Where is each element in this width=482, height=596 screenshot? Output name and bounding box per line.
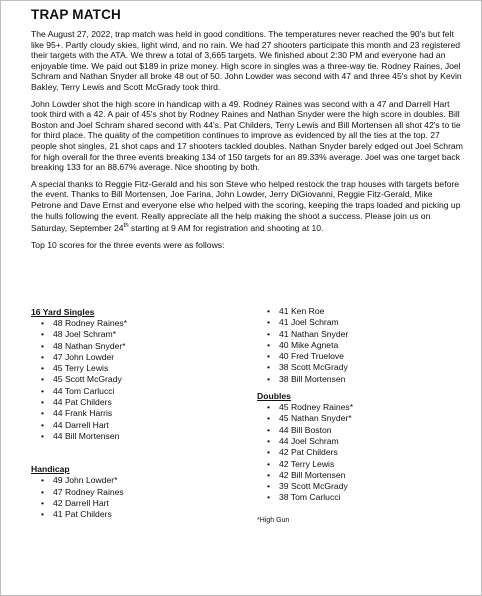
document-body <box>31 7 463 256</box>
handicap-list-continued <box>257 306 457 385</box>
list-item: • 38 Tom Carlucci <box>279 492 457 503</box>
singles-heading: 16 Yard Singles <box>31 307 95 317</box>
paragraph-summary: The August 27, 2022, trap match was held in good conditions. The temperatures never reached the 90's but felt like 95+. Partly cloudy skies, light wind, and no rain. We had 27 shooters participate this month and 23 registered their targets with the ATA. We threw a total of 3,665 targets. We finished about 2:30 PM and everyone had an enjoyable time. We paid out $189 in prize money. High score in singles was a three-way tie. Rodney Raines, Joel Schram and Nathan Snyder all broke 48 out of 50. John Lowder was second with 47 and three 45's shot by Kevin Bakley, Terry Lewis and Scott McGrady took third. <box>31 29 462 92</box>
handicap-list <box>31 475 241 520</box>
singles-list <box>31 318 241 442</box>
doubles-list <box>257 402 457 504</box>
list-item: • 45 Scott McGrady <box>53 374 241 385</box>
doubles-section <box>257 391 457 504</box>
list-item: • 42 Darrell Hart <box>53 498 241 509</box>
list-item: • 44 Pat Childers <box>53 397 241 408</box>
paragraph-top-scores-intro: Top 10 scores for the three events were as follows: <box>31 239 225 250</box>
paragraph-thanks <box>31 179 463 234</box>
list-item: • 44 Joel Schram <box>279 436 457 447</box>
list-item: • 39 Scott McGrady <box>279 481 457 492</box>
list-item: • 38 Bill Mortensen <box>279 374 457 385</box>
left-column <box>31 307 241 520</box>
list-item: • 44 Frank Harris <box>53 408 241 419</box>
list-item: • 44 Darrell Hart <box>53 420 241 431</box>
high-gun-note: *High Gun <box>257 516 290 524</box>
list-item: • 45 Rodney Raines* <box>279 402 457 413</box>
handicap-heading: Handicap <box>31 464 70 475</box>
paragraph-thanks-text: A special thanks to Reggie Fitz-Gerald and his son Steve who helped restock the trap houses with targets before the event. Thanks to Bill Mortensen, Joe Farina, John Lowder, Jerry DiGiovanni, Reggie Fitz-Gerald, Mike Petrone and Dave Ernst and everyone else who helped with the scoring, keeping the traps loaded and picking up the hulls following the event. Really appreciate all the help making the shoot a success. Please join us on Saturday, September 24 <box>31 178 461 233</box>
list-item: • 48 Rodney Raines* <box>53 318 241 329</box>
right-column <box>257 306 457 525</box>
doubles-heading: Doubles <box>257 391 291 402</box>
list-item: • 45 Terry Lewis <box>53 363 241 374</box>
paragraph-thanks-text-end: starting at 9 AM for registration and shooting at 10. <box>128 222 324 233</box>
list-item: • 44 Bill Mortensen <box>53 431 241 442</box>
list-item: • 44 Tom Carlucci <box>53 386 241 397</box>
list-item: • 42 Pat Childers <box>279 447 457 458</box>
list-item: • 41 Ken Roe <box>279 306 457 317</box>
list-item: • 41 Pat Childers <box>53 509 241 520</box>
handicap-section <box>31 464 241 520</box>
page-title: TRAP MATCH <box>31 7 121 22</box>
paragraph-results: John Lowder shot the high score in handicap with a 49. Rodney Raines was second with a 47 and Darrell Hart took third with a 42. A pair of 45's shot by Rodney Raines and Nathan Snyder were the high score in doubles. Bill Boston and Joel Schram shared second with 44's. Pat Childers, Terry Lewis and Bill Mortensen all shot 42's to tie for third place. The quality of the competition continues to improve as evidenced by all the ties at the top. 27 people shot singles, 21 shot caps and 17 shooters tackled doubles. Nathan Snyder barely edged out Joel Schram for high overall for the three events breaking 134 of 150 targets for an 89.33% average. Joel was one target back breaking 133 for an 88.67% average. Nice shooting by both. <box>31 98 463 173</box>
list-item: • 41 Joel Schram <box>279 317 457 328</box>
list-item: • 44 Bill Boston <box>279 425 457 436</box>
list-item: • 48 Joel Schram* <box>53 329 241 340</box>
list-item: • 42 Bill Mortensen <box>279 470 457 481</box>
list-item: • 45 Nathan Snyder* <box>279 413 457 424</box>
list-item: • 40 Mike Agneta <box>279 340 457 351</box>
list-item: • 42 Terry Lewis <box>279 459 457 470</box>
list-item: • 47 Rodney Raines <box>53 487 241 498</box>
list-item: • 41 Nathan Snyder <box>279 329 457 340</box>
list-item: • 38 Scott McGrady <box>279 362 457 373</box>
list-item: • 49 John Lowder* <box>53 475 241 486</box>
ordinal-suffix: th <box>123 223 129 230</box>
list-item: • 40 Fred Truelove <box>279 351 457 362</box>
list-item: • 48 Nathan Snyder* <box>53 341 241 352</box>
list-item: • 47 John Lowder <box>53 352 241 363</box>
